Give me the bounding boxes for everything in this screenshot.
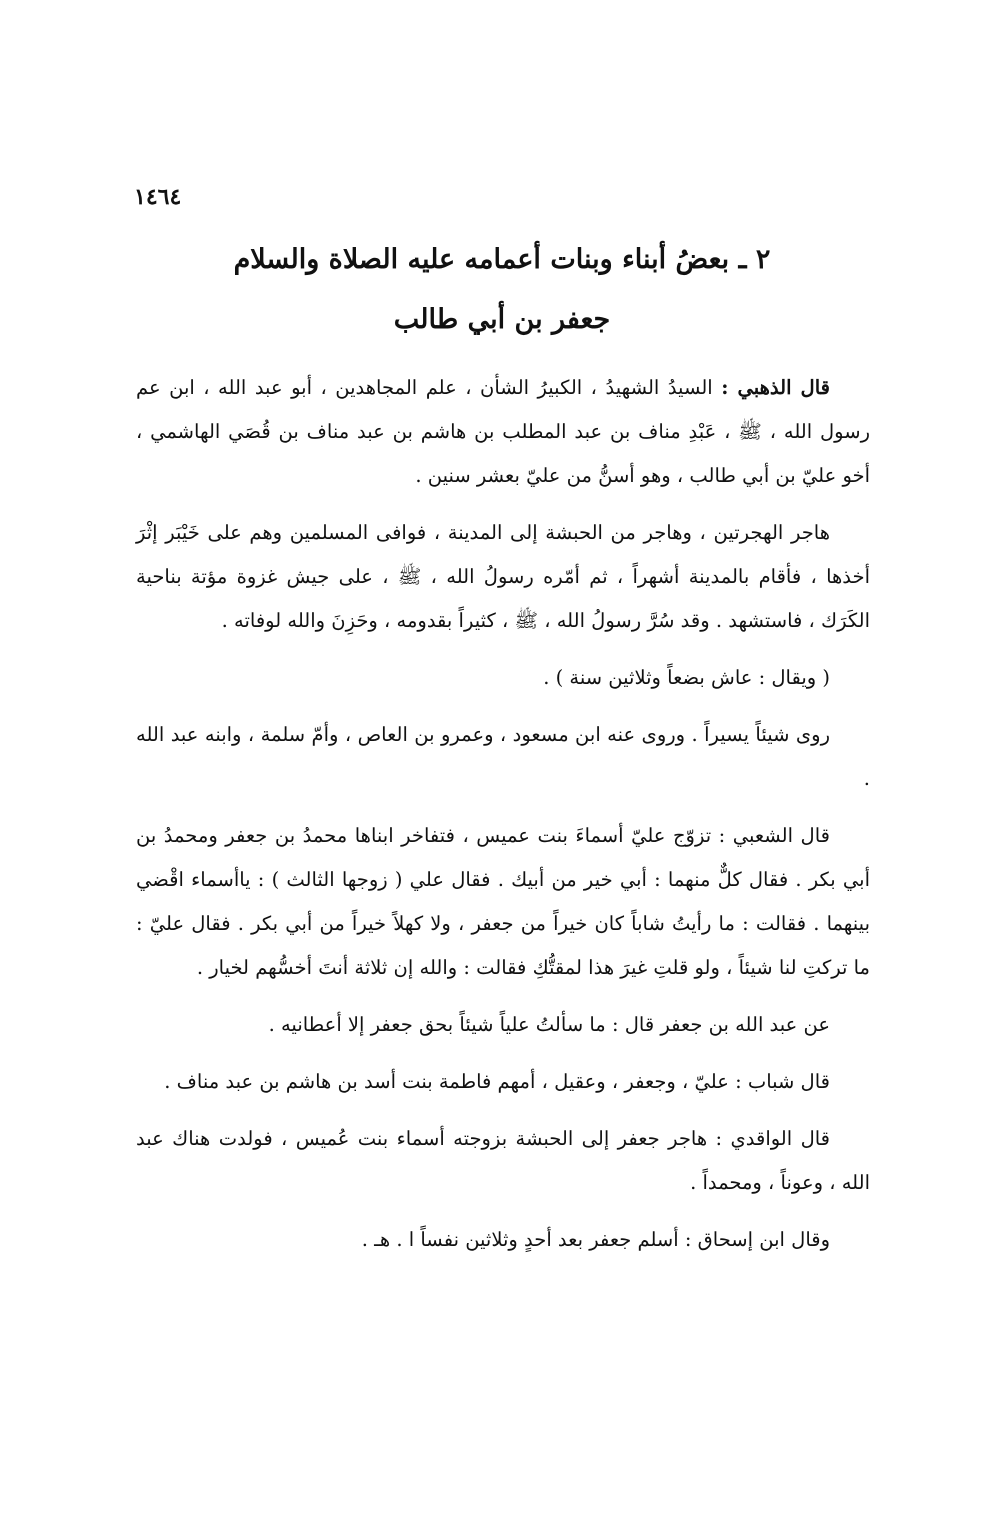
section-heading: ٢ ـ بعضُ أبناء وبنات أعمامه عليه الصلاة والسلام — [233, 244, 771, 275]
paragraph-text: ( ويقال : عاش بضعاً وثلاثين سنة ) . — [543, 666, 830, 689]
paragraph — [136, 1003, 870, 1047]
paragraph — [136, 366, 870, 498]
paragraph — [136, 1117, 870, 1205]
paragraph-text: روى شيئاً يسيراً . وروى عنه ابن مسعود ، وعمرو بن العاص ، وأمّ سلمة ، وابنه عبد الله . — [136, 723, 870, 790]
paragraph-text: هاجر الهجرتين ، وهاجر من الحبشة إلى المدينة ، فوافى المسلمين وهم على خَيْبَر إثْرَ أخذها ، فأقام بالمدينة أشهراً ، ثم أمّره رسولُ الله ، ﷺ ، على جيش غزوة مؤتة بناحية الكَرَك ، فاستشهد . وقد سُرَّ رسولُ الله ، ﷺ ، كثيراً بقدومه ، وحَزِنَ والله لوفاته . — [136, 521, 870, 632]
paragraph — [136, 1060, 870, 1104]
paragraph-lead: قال الذهبي : — [721, 376, 830, 399]
paragraph-text: وقال ابن إسحاق : أسلم جعفر بعد أحدٍ وثلاثين نفساً ا . هـ . — [361, 1228, 830, 1251]
paragraph — [136, 814, 870, 990]
paragraph — [136, 713, 870, 801]
paragraph — [136, 1218, 870, 1262]
page-number: ١٤٦٤ — [134, 184, 182, 210]
paragraph — [136, 656, 870, 700]
body-text — [136, 366, 870, 1275]
paragraph — [136, 511, 870, 643]
paragraph-text: عن عبد الله بن جعفر قال : ما سألتُ علياً شيئاً بحق جعفر إلا أعطانيه . — [268, 1013, 830, 1036]
paragraph-text: قال الواقدي : هاجر جعفر إلى الحبشة بزوجته أسماء بنت عُميس ، فولدت هناك عبد الله ، وعوناً ، ومحمداً . — [136, 1127, 870, 1194]
paragraph-text: قال الشعبي : تزوّج عليّ أسماءَ بنت عميس ، فتفاخر ابناها محمدُ بن جعفر ومحمدُ بن أبي بكر . فقال كلٌّ منهما : أبي خير من أبيك . فقال علي ( زوجها الثالث ) : ياأسماء اقْضي بينهما . فقالت : ما رأيتُ شاباً كان خيراً من جعفر ، ولا كهلاً خيراً من أبي بكر . فقال عليّ : ما تركتِ لنا شيئاً ، ولو قلتِ غيرَ هذا لمقتُّكِ فقالت : والله إن ثلاثة أنتَ أخسُّهم لخيار . — [136, 824, 870, 979]
subheading: جعفر بن أبي طالب — [393, 304, 611, 335]
paragraph-text: السيدُ الشهيدُ ، الكبيرُ الشأن ، علم المجاهدين ، أبو عبد الله ، ابن عم رسول الله ، ﷺ ، عَبْدِ مناف بن عبد المطلب بن هاشم بن عبد مناف بن قُصَي الهاشمي ، أخو عليّ بن أبي طالب ، وهو أسنُّ من عليّ بعشر سنين . — [136, 376, 870, 487]
paragraph-text: قال شباب : عليّ ، وجعفر ، وعقيل ، أمهم فاطمة بنت أسد بن هاشم بن عبد مناف . — [164, 1070, 830, 1093]
